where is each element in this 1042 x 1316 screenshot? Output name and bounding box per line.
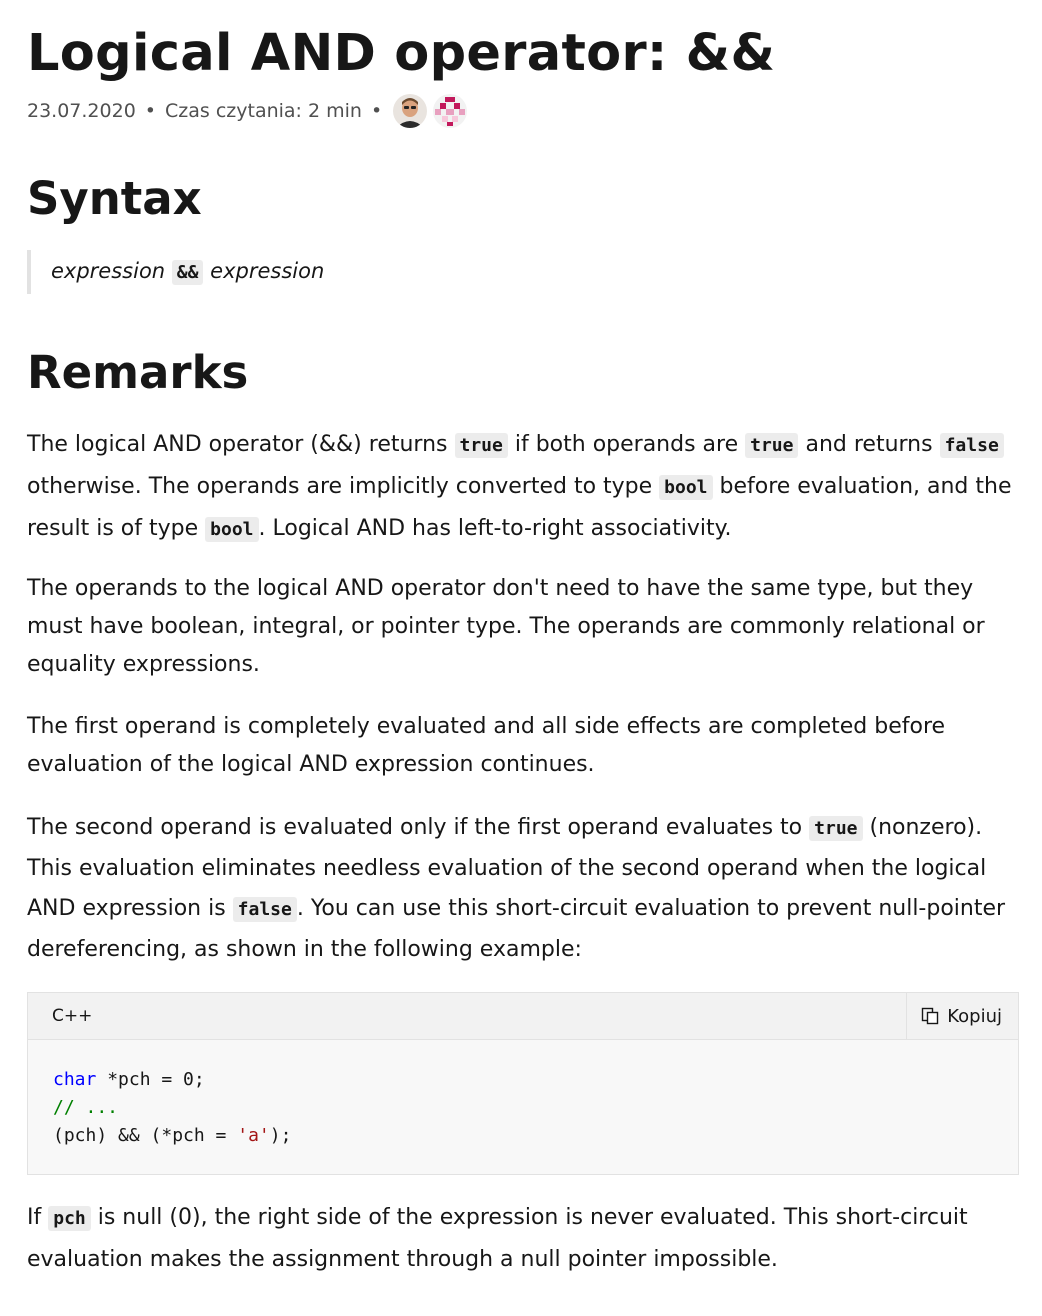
code-keyword: char (53, 1069, 97, 1090)
contributor-avatar[interactable] (433, 94, 467, 128)
inline-code: bool (659, 475, 712, 500)
code-string: 'a' (237, 1125, 270, 1146)
syntax-blockquote (27, 250, 1020, 294)
remarks-paragraph-4 (27, 808, 1020, 970)
text-run: (nonzero). This evaluation eliminates needless evaluation of the second operand when the logical AND expression is (27, 815, 987, 921)
meta-separator: • (144, 100, 157, 122)
syntax-heading: Syntax (27, 172, 202, 225)
contributor-avatar[interactable] (393, 94, 427, 128)
text-run: The second operand is evaluated only if the first operand evaluates to (27, 815, 810, 840)
inline-code: false (940, 433, 1004, 458)
meta-separator: • (370, 100, 383, 122)
syntax-expression-right: expression (210, 259, 325, 283)
code-block (27, 992, 1019, 1175)
text-run: . Logical AND has left-to-right associativity. (258, 516, 732, 541)
text-run: The logical AND operator (&&) returns (27, 432, 455, 457)
contributor-photo-icon (393, 94, 427, 128)
inline-code: false (233, 897, 297, 922)
code-content[interactable] (28, 1040, 1018, 1174)
code-text: *pch = 0; (96, 1069, 205, 1090)
copy-button-label: Kopiuj (947, 1005, 1002, 1027)
remarks-paragraph-5 (27, 1197, 1020, 1280)
inline-code: bool (205, 517, 258, 542)
remarks-paragraph-2: The operands to the logical AND operator don't need to have the same type, but they must have boolean, integral, or pointer type. The operands are commonly relational or equality expressions. (27, 576, 985, 677)
remarks-paragraph-1 (27, 424, 1020, 550)
code-language-label: C++ (52, 1006, 93, 1026)
page-title: Logical AND operator: && (27, 24, 776, 83)
copy-button[interactable] (906, 993, 1018, 1039)
code-header (28, 993, 1018, 1040)
text-run: . You can use this short-circuit evaluation to prevent null-pointer dereferencing, as shown in the following example: (27, 896, 1006, 962)
code-text: ); (269, 1125, 292, 1146)
text-run: otherwise. The operands are implicitly converted to type (27, 474, 660, 499)
text-run: and returns (798, 432, 940, 457)
identicon-icon (433, 94, 467, 128)
syntax-operator: && (172, 260, 204, 285)
remarks-paragraph-3: The first operand is completely evaluated and all side effects are completed before evaluation of the logical AND expression continues. (27, 714, 946, 777)
inline-code: pch (48, 1206, 91, 1231)
inline-code: true (745, 433, 798, 458)
syntax-expression-left: expression (51, 259, 166, 283)
code-text: (pch) && (*pch = (53, 1125, 238, 1146)
copy-icon (921, 1007, 939, 1025)
code-comment: // ... (53, 1097, 119, 1118)
text-run: is null (0), the right side of the expression is never evaluated. This short-circuit evaluation makes the assignment through a null pointer impossible. (27, 1205, 968, 1272)
reading-time: Czas czytania: 2 min (165, 100, 362, 122)
inline-code: true (455, 433, 508, 458)
remarks-heading: Remarks (27, 346, 249, 399)
article-meta (27, 92, 1020, 130)
publish-date: 23.07.2020 (27, 100, 136, 122)
inline-code: true (809, 816, 862, 841)
text-run: before evaluation, and the result is of type (27, 474, 1012, 541)
text-run: If (27, 1205, 49, 1230)
text-run: if both operands are (507, 432, 746, 457)
